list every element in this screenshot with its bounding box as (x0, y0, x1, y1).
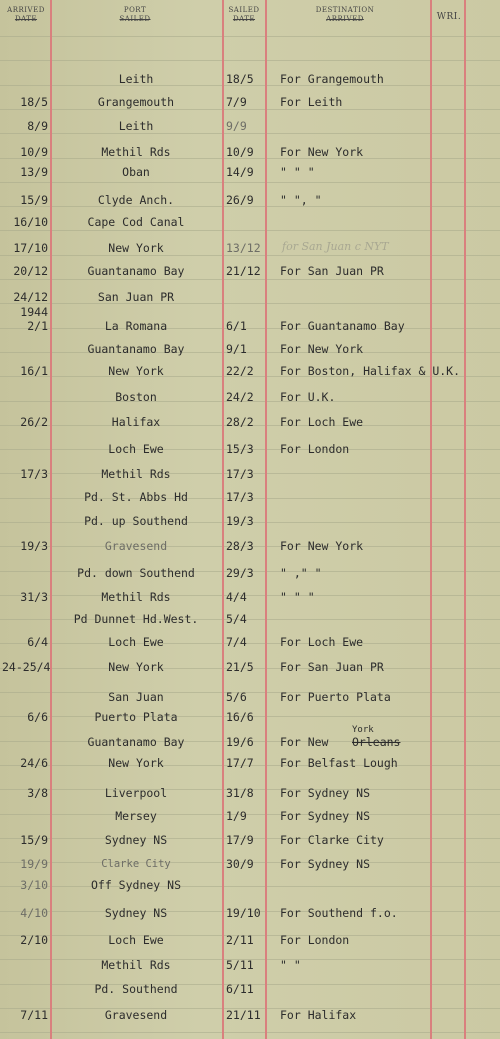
port-name: Methil Rds (101, 467, 171, 481)
arrived-date: 2/10 (20, 933, 48, 947)
ruled-line (0, 36, 500, 37)
header-sailed-struck: SAILED (119, 15, 151, 23)
port-name: Mersey (115, 809, 157, 823)
arrived-date: 18/5 (20, 95, 48, 109)
destination: " " " (280, 165, 315, 179)
header-destination (300, 6, 390, 24)
destination: " " (280, 958, 301, 972)
ruled-line (0, 255, 500, 256)
port-name: Gravesend (104, 1008, 168, 1022)
destination: For Boston, Halifax & U.K. (280, 364, 461, 378)
port-name: Liverpool (104, 786, 168, 800)
port-name: Halifax (111, 415, 161, 429)
destination: For U.K. (280, 390, 336, 404)
sailed-date: 5/11 (226, 958, 254, 972)
sailed-date: 16/6 (226, 710, 254, 724)
destination: " ," " (280, 566, 322, 580)
port-name: Loch Ewe (108, 635, 164, 649)
port-name: Methil Rds (101, 958, 171, 972)
ruled-line (0, 109, 500, 110)
sailed-date: 17/3 (226, 490, 254, 504)
arrived-date: 3/10 (20, 878, 48, 892)
destination: For Southend f.o. (280, 906, 398, 920)
sailed-date: 22/2 (226, 364, 254, 378)
column-divider-destination (430, 0, 432, 1039)
arrived-date: 19/3 (20, 539, 48, 553)
arrived-date: 8/9 (27, 119, 48, 133)
destination: " " " (280, 590, 315, 604)
header-date-struck: DATE (14, 15, 38, 23)
arrived-date: 7/11 (20, 1008, 48, 1022)
arrived-date: 24-25/4 (2, 660, 51, 674)
port-name: San Juan PR (97, 290, 175, 304)
column-divider-arrived (50, 0, 52, 1039)
arrived-date: 16/1 (20, 364, 48, 378)
sailed-date: 21/5 (226, 660, 254, 674)
arrived-date: 26/2 (20, 415, 48, 429)
destination: For Loch Ewe (280, 415, 364, 429)
sailed-date: 17/3 (226, 467, 254, 481)
port-name: Leith (118, 72, 154, 86)
arrived-date: 1944 (20, 305, 48, 319)
port-name: Pd. down Southend (77, 566, 195, 580)
port-name: Puerto Plata (94, 710, 178, 724)
port-name: Guantanamo Bay (87, 735, 185, 749)
arrived-date: 2/1 (27, 319, 48, 333)
ruled-line (0, 279, 500, 280)
sailed-date: 30/9 (226, 857, 254, 871)
sailed-date: 28/3 (226, 539, 254, 553)
sailed-date: 14/9 (226, 165, 254, 179)
port-name: San Juan (108, 690, 164, 704)
column-divider-wri (464, 0, 466, 1039)
sailed-date: 19/10 (226, 906, 261, 920)
port-name: Pd. Southend (94, 982, 178, 996)
sailed-date: 1/9 (226, 809, 247, 823)
sailed-date: 9/1 (226, 342, 247, 356)
pencil-scribble: for San Juan c NYT (282, 240, 389, 253)
port-name: La Romana (104, 319, 168, 333)
arrived-date: 13/9 (20, 165, 48, 179)
destination: For Belfast Lough (280, 756, 398, 770)
port-name: Pd. St. Abbs Hd (84, 490, 188, 504)
destination: For London (280, 442, 350, 456)
destination: For Loch Ewe (280, 635, 364, 649)
arrived-date: 19/9 (20, 857, 48, 871)
sailed-date: 26/9 (226, 193, 254, 207)
destination: " ", " (280, 193, 322, 207)
port-name: Loch Ewe (108, 933, 164, 947)
destination: For New (280, 735, 329, 749)
destination: For Puerto Plata (280, 690, 391, 704)
destination: For San Juan PR (280, 264, 384, 278)
column-divider-sailed (265, 0, 267, 1039)
port-name: Oban (122, 165, 150, 179)
arrived-date: 20/12 (13, 264, 48, 278)
destination: For New York (280, 342, 364, 356)
annotation-orleans-struck: Orleans (352, 735, 401, 749)
sailed-date: 19/3 (226, 514, 254, 528)
sailed-date: 7/4 (226, 635, 247, 649)
port-name: Off Sydney NS (90, 878, 181, 892)
port-name: Pd. up Southend (84, 514, 188, 528)
header-sailed-label: SAILED (228, 6, 260, 14)
destination: For New York (280, 145, 364, 159)
ruled-line (0, 182, 500, 183)
sailed-date: 5/6 (226, 690, 247, 704)
port-name: Clarke City (101, 858, 171, 870)
header-destination-label: DESTINATION (315, 6, 375, 14)
arrived-date: 24/6 (20, 756, 48, 770)
destination: For Halifax (280, 1008, 357, 1022)
sailed-date: 19/6 (226, 735, 254, 749)
column-divider-port (222, 0, 224, 1039)
sailed-date: 21/11 (226, 1008, 261, 1022)
header-port-label: PORT (123, 6, 147, 14)
port-name: Guantanamo Bay (87, 342, 185, 356)
sailed-date: 18/5 (226, 72, 254, 86)
port-name: Boston (115, 390, 157, 404)
arrived-date: 16/10 (13, 215, 48, 229)
sailed-date: 4/4 (226, 590, 247, 604)
arrived-date: 17/3 (20, 467, 48, 481)
destination: For Leith (280, 95, 343, 109)
sailed-date: 10/9 (226, 145, 254, 159)
destination: For Clarke City (280, 833, 384, 847)
arrived-date: 6/6 (27, 710, 48, 724)
ruled-line (0, 1032, 500, 1033)
destination: For Sydney NS (280, 809, 371, 823)
sailed-date: 17/9 (226, 833, 254, 847)
port-name: Sydney NS (104, 906, 168, 920)
port-name: Grangemouth (97, 95, 175, 109)
port-name: Cape Cod Canal (87, 215, 185, 229)
port-name: Gravesend (104, 539, 168, 553)
port-name: New York (108, 241, 164, 255)
destination: For Guantanamo Bay (280, 319, 405, 333)
ruled-line (0, 230, 500, 231)
sailed-date: 2/11 (226, 933, 254, 947)
port-name: Methil Rds (101, 145, 171, 159)
sailed-date: 24/2 (226, 390, 254, 404)
arrived-date: 31/3 (20, 590, 48, 604)
arrived-date: 15/9 (20, 833, 48, 847)
sailed-date: 15/3 (226, 442, 254, 456)
arrived-date: 17/10 (13, 241, 48, 255)
destination: For New York (280, 539, 364, 553)
ruled-line (0, 133, 500, 134)
sailed-date: 28/2 (226, 415, 254, 429)
port-name: New York (108, 364, 164, 378)
destination: For London (280, 933, 350, 947)
arrived-date: 3/8 (27, 786, 48, 800)
sailed-date: 21/12 (226, 264, 261, 278)
header-wri: WRI. (436, 12, 462, 22)
sailed-date: 9/9 (226, 119, 247, 133)
port-name: Guantanamo Bay (87, 264, 185, 278)
header-arrived-struck: ARRIVED (326, 15, 364, 23)
destination: For San Juan PR (280, 660, 384, 674)
sailed-date: 5/4 (226, 612, 247, 626)
port-name: Clyde Anch. (97, 193, 175, 207)
port-name: New York (108, 756, 164, 770)
destination: For Sydney NS (280, 857, 371, 871)
annotation-york: York (352, 725, 374, 735)
arrived-date: 24/12 (13, 290, 48, 304)
sailed-date: 29/3 (226, 566, 254, 580)
port-name: Pd Dunnet Hd.West. (73, 612, 199, 626)
arrived-date: 15/9 (20, 193, 48, 207)
port-name: Leith (118, 119, 154, 133)
ruled-line (0, 60, 500, 61)
sailed-date: 6/1 (226, 319, 247, 333)
sailed-date: 13/12 (226, 241, 261, 255)
sailed-date: 7/9 (226, 95, 247, 109)
port-name: Loch Ewe (108, 442, 164, 456)
destination: For Grangemouth (280, 72, 384, 86)
arrived-date: 4/10 (20, 906, 48, 920)
destination: For Sydney NS (280, 786, 371, 800)
header-sailed (224, 6, 264, 24)
port-name: Sydney NS (104, 833, 168, 847)
header-arrived-label: ARRIVED (7, 6, 45, 14)
arrived-date: 10/9 (20, 145, 48, 159)
header-port (100, 6, 170, 24)
sailed-date: 31/8 (226, 786, 254, 800)
sailed-date: 17/7 (226, 756, 254, 770)
port-name: New York (108, 660, 164, 674)
arrived-date: 6/4 (27, 635, 48, 649)
header-date2-struck: DATE (232, 15, 256, 23)
sailed-date: 6/11 (226, 982, 254, 996)
header-arrived (4, 6, 48, 24)
port-name: Methil Rds (101, 590, 171, 604)
